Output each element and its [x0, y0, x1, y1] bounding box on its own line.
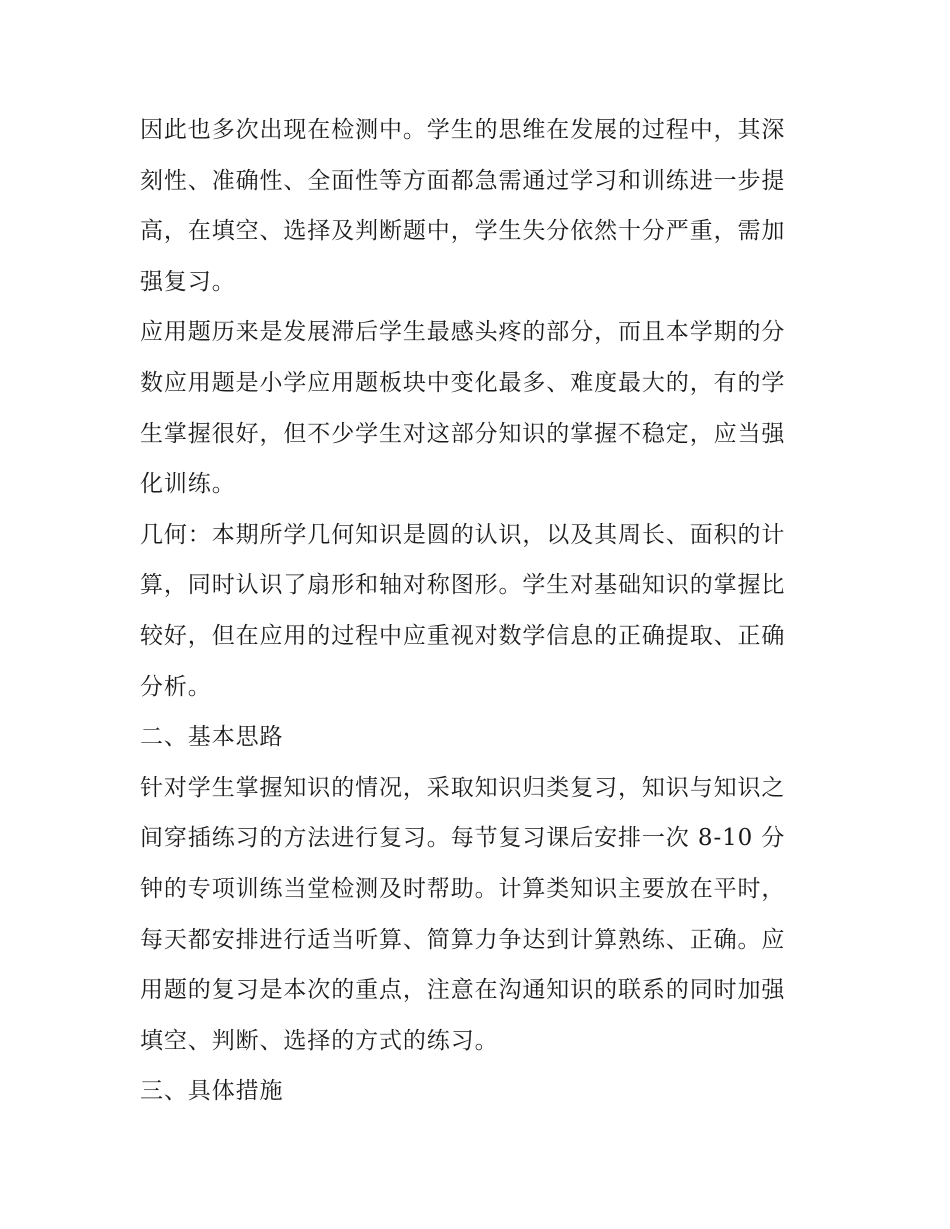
paragraph-word-problems: [140, 307, 820, 509]
text-line: 应用题历来是发展滞后学生最感头疼的部分，而且本学期的分: [140, 319, 786, 346]
text-line: 强复习。: [140, 268, 236, 295]
section-heading-basic-approach: 二、基本思路: [140, 724, 284, 751]
section-heading-specific-measures: 三、具体措施: [140, 1078, 284, 1105]
text-line: 分析。: [140, 673, 212, 700]
text-line: 较好，但在应用的过程中应重视对数学信息的正确提取、正确: [140, 622, 786, 649]
text-line: 化训练。: [140, 471, 236, 498]
paragraph-review-concepts: [140, 105, 820, 307]
text-line: 数应用题是小学应用题板块中变化最多、难度最大的，有的学: [140, 369, 786, 396]
paragraph-geometry: [140, 510, 820, 712]
text-line: 算，同时认识了扇形和轴对称图形。学生对基础知识的掌握比: [140, 572, 786, 599]
text-line: 间穿插练习的方法进行复习。每节复习课后安排一次 8-10 分: [140, 825, 786, 852]
text-line: 因此也多次出现在检测中。学生的思维在发展的过程中，其深: [140, 117, 786, 143]
text-line: 填空、判断、选择的方式的练习。: [140, 1027, 499, 1054]
text-line: 针对学生掌握知识的情况，采取知识归类复习，知识与知识之: [140, 774, 786, 801]
text-line: 钟的专项训练当堂检测及时帮助。计算类知识主要放在平时，: [140, 875, 786, 902]
paragraph-basic-approach: [140, 763, 820, 1067]
text-line: 刻性、准确性、全面性等方面都急需通过学习和训练进一步提: [140, 167, 786, 194]
text-line: 几何：本期所学几何知识是圆的认识，以及其周长、面积的计: [140, 521, 786, 548]
document-body: [140, 105, 820, 1117]
text-line: 每天都安排进行适当听算、简算力争达到计算熟练、正确。应: [140, 926, 786, 953]
text-line: 生掌握很好，但不少学生对这部分知识的掌握不稳定，应当强: [140, 420, 786, 447]
text-line: 用题的复习是本次的重点，注意在沟通知识的联系的同时加强: [140, 977, 786, 1004]
text-line: 高，在填空、选择及判断题中，学生失分依然十分严重，需加: [140, 218, 786, 245]
